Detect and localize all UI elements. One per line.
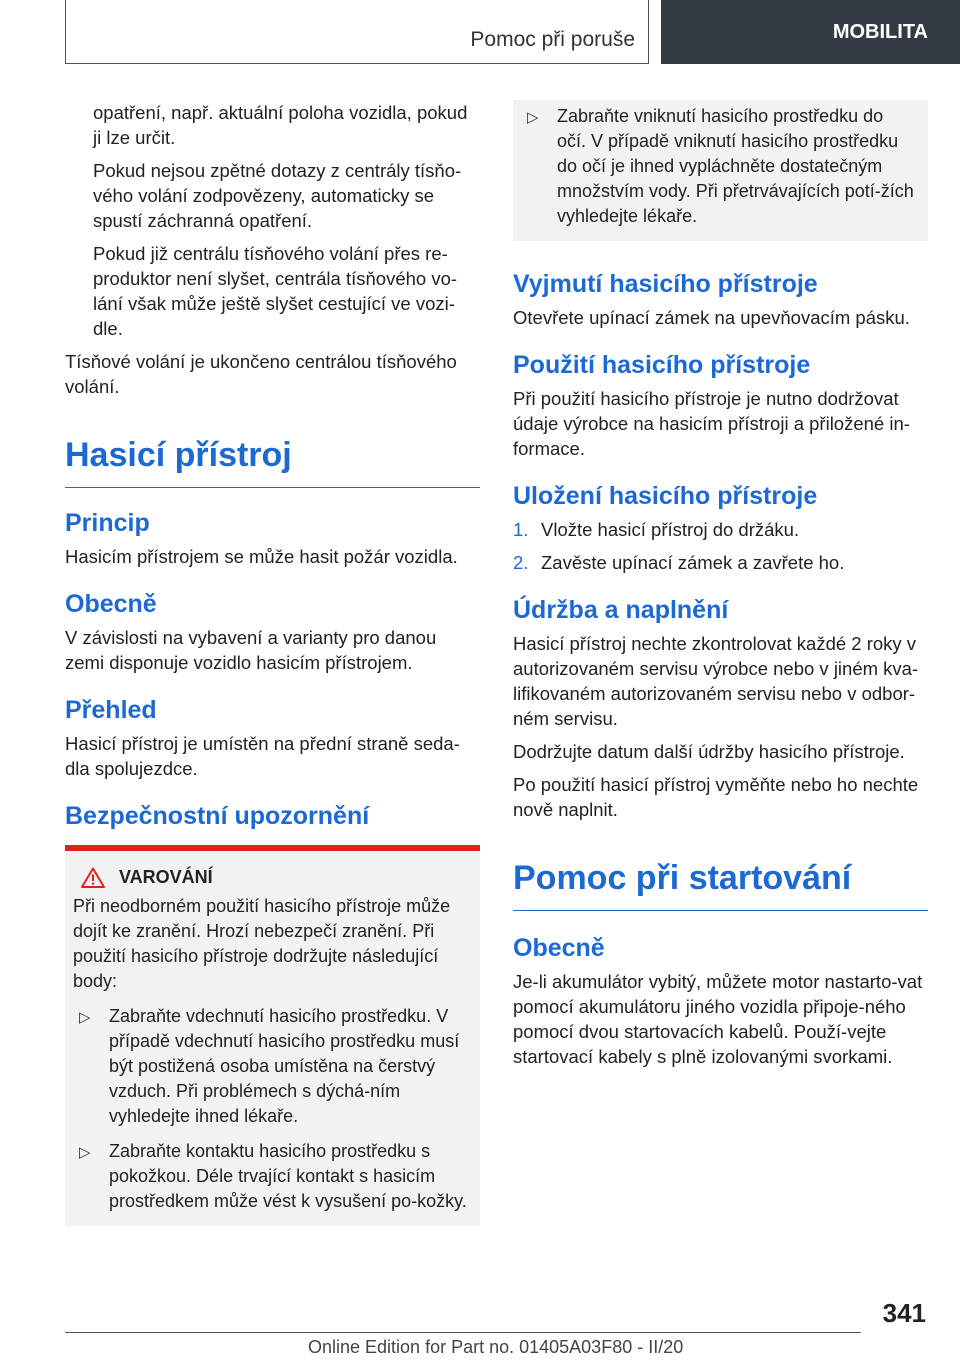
bullet-text: Zabraňte vniknutí hasicího prostředku do očí. V případě vniknutí hasicího prostředku do očí je ihned vypláchněte dostatečným množstvím vody. Při přetrvávajících potí-žích vyhledejte lékaře. [557, 106, 914, 226]
bullet-triangle-icon: ▷ [527, 109, 539, 126]
paragraph: Po použití hasicí přístroj vyměňte nebo ho nechte nově naplnit. [513, 774, 919, 820]
warning-box-continued [513, 100, 928, 241]
section-heading-removal: Vyjmutí hasicího přístroje [513, 270, 818, 298]
paragraph: Pokud již centrálu tísňového volání přes re-produktor není slyšet, centrála tísňového vo-lání však může ještě slyšet cestující ve vozi-dle. [93, 243, 458, 339]
page-number: 341 [882, 1298, 926, 1328]
paragraph: Dodržujte datum další údržby hasicího přístroje. [513, 741, 905, 762]
section-heading-storage: Uložení hasicího přístroje [513, 482, 818, 510]
paragraph: Tísňové volání je ukončeno centrálou tísňového volání. [65, 351, 457, 397]
bullet-triangle-icon: ▷ [79, 1009, 91, 1026]
warning-box [65, 845, 480, 1226]
list-item [73, 1004, 468, 1129]
step-text: Vložte hasicí přístroj do držáku. [541, 519, 800, 540]
section-heading-maintenance: Údržba a naplnění [513, 596, 729, 624]
warning-title: VAROVÁNÍ [119, 867, 213, 887]
section-heading-obecne: Obecně [513, 934, 605, 962]
paragraph: Při použití hasicího přístroje je nutno dodržovat údaje výrobce na hasicím přístroji a přiložené in-formace. [513, 388, 910, 459]
header-section-title: Pomoc při poruše [470, 28, 635, 51]
chapter-heading: Hasicí přístroj [65, 435, 480, 488]
warning-text: Při neodborném použití hasicího přístroje může dojít ke zranění. Hrozí nebezpečí zranění. Při použití hasicího přístroje dodržujte následující body: [73, 896, 451, 991]
chapter-tab-label: MOBILITA [832, 20, 928, 43]
paragraph: V závislosti na vybavení a varianty pro danou zemi disponuje vozidlo hasicím přístrojem. [65, 627, 437, 673]
left-column [65, 100, 480, 1226]
paragraph: Je-li akumulátor vybitý, můžete motor nastarto-vat pomocí akumulátoru jiného vozidla připoje-ného pomocí dvou startovacích kabelů. Použí-vejte startovací kabely s plně izolovanými svorkami. [513, 971, 923, 1067]
paragraph: Otevřete upínací zámek na upevňovacím pásku. [513, 307, 910, 328]
paragraph: Hasicí přístroj nechte zkontrolovat každé 2 roky v autorizovaném servisu výrobce nebo v jiném kva-lifikovaném autorizovaném servisu nebo v odbor-ném servisu. [513, 633, 919, 729]
section-heading-usage: Použití hasicího přístroje [513, 351, 811, 379]
footer-divider [65, 1332, 861, 1333]
step-item [513, 517, 928, 542]
chapter-heading: Pomoc při startování [513, 858, 928, 911]
bullet-triangle-icon: ▷ [79, 1144, 91, 1161]
bullet-text: Zabraňte kontaktu hasicího prostředku s pokožkou. Déle trvající kontakt s hasicím prostředkem může vést k vysušení po-kožky. [109, 1141, 467, 1211]
section-heading-prehled: Přehled [65, 696, 157, 724]
step-item [513, 550, 928, 575]
list-item [527, 104, 916, 229]
paragraph: Hasicí přístroj je umístěn na přední straně seda-dla spolujezdce. [65, 733, 460, 779]
list-item [73, 1139, 468, 1214]
section-heading-obecne: Obecně [65, 590, 157, 618]
paragraph: opatření, např. aktuální poloha vozidla, pokud ji lze určit. [93, 102, 468, 148]
warning-triangle-icon [81, 867, 105, 888]
section-heading-princip: Princip [65, 509, 150, 537]
right-column [513, 100, 928, 1077]
warning-header [73, 865, 468, 890]
step-list [513, 517, 928, 575]
chapter-tab [661, 0, 960, 64]
step-text: Zavěste upínací zámek a zavřete ho. [541, 552, 845, 573]
paragraph: Hasicím přístrojem se může hasit požár vozidla. [65, 546, 458, 567]
bullet-text: Zabraňte vdechnutí hasicího prostředku. V případě vdechnutí hasicího prostředku musí být postižená osoba umístěna na čerstvý vzduch. Při problémech s dýchá-ním vyhledejte ihned lékaře. [109, 1006, 460, 1126]
footer-text: Online Edition for Part no. 01405A03F80 - II/20 [308, 1337, 684, 1357]
step-number: 1. [513, 519, 529, 540]
section-heading-safety: Bezpečnostní upozornění [65, 802, 370, 830]
step-number: 2. [513, 552, 529, 573]
paragraph: Pokud nejsou zpětné dotazy z centrály tísňo-vého volání zodpovězeny, automaticky se spustí záchranná opatření. [93, 160, 462, 231]
